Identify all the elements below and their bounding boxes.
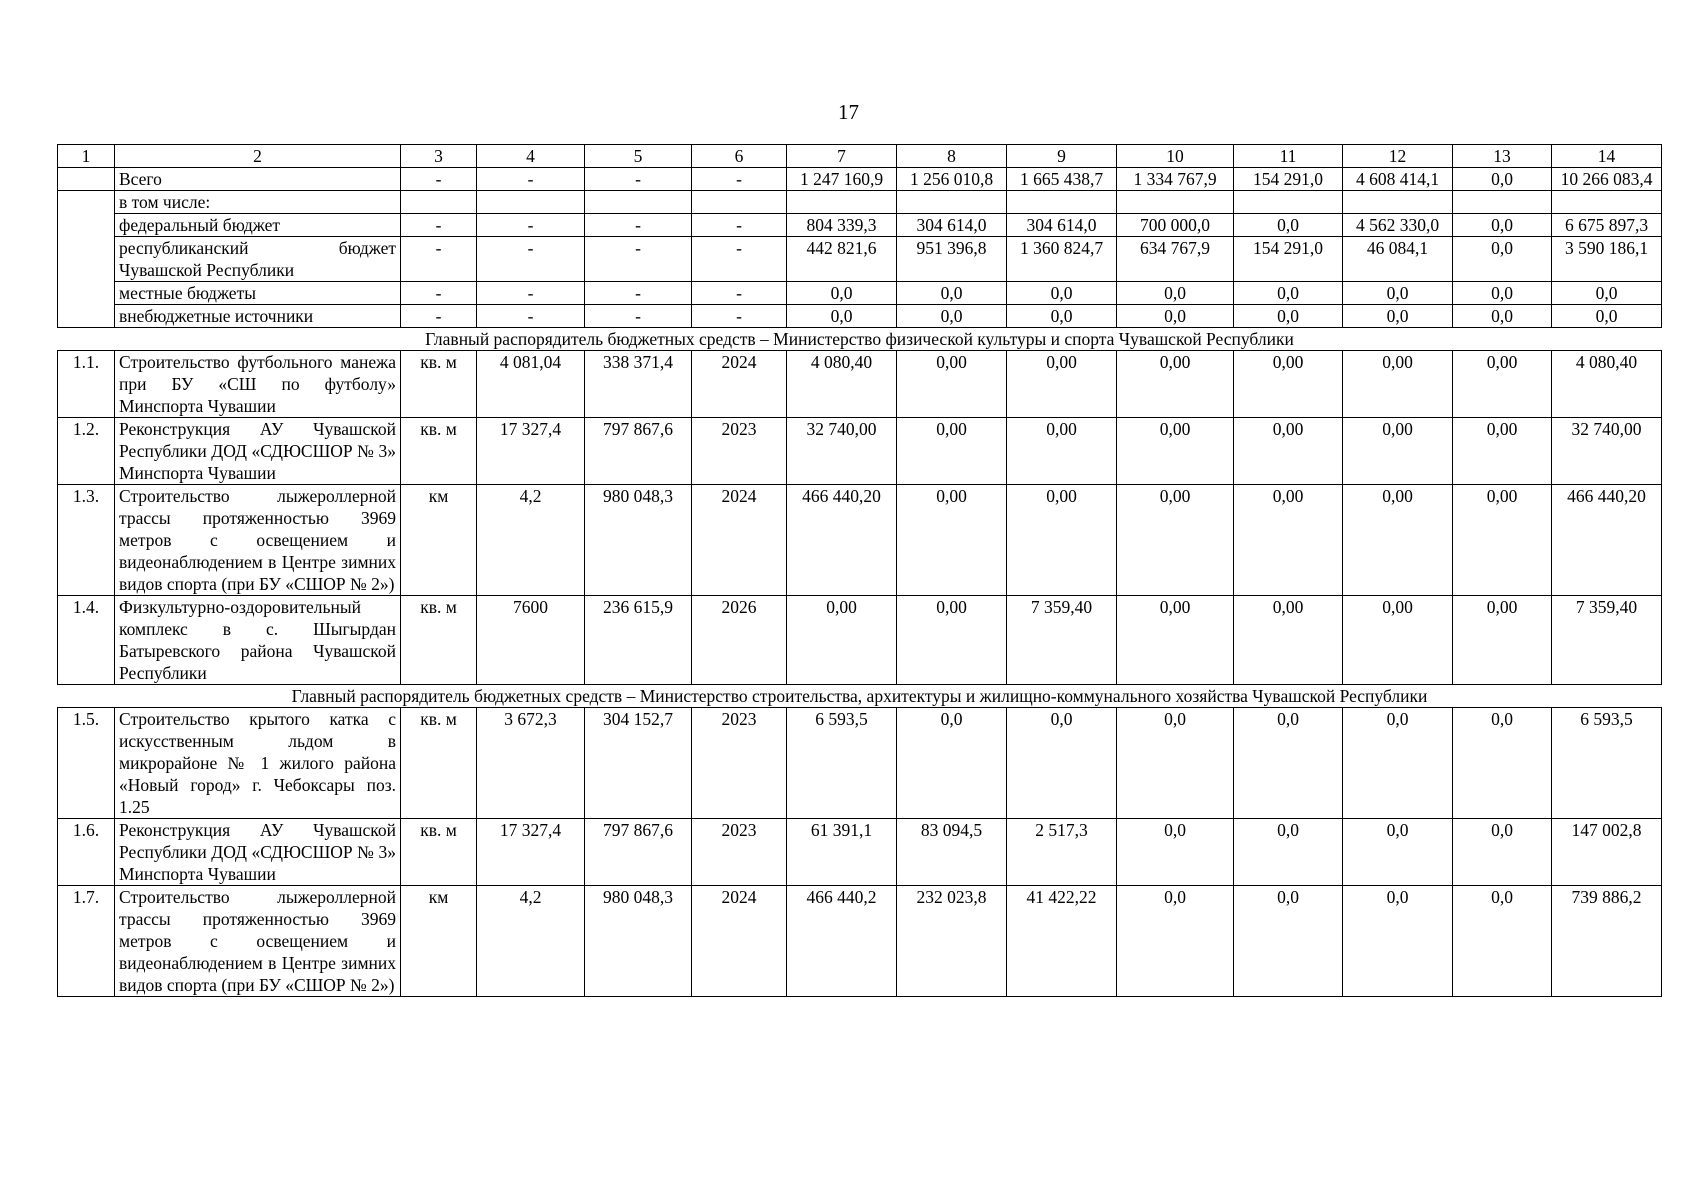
value-cell-c9: 1 360 824,7 — [1007, 237, 1117, 282]
value-cell-c10: 0,0 — [1117, 708, 1234, 819]
value-cell-c5: - — [585, 282, 692, 305]
value-cell-c12: 0,00 — [1343, 485, 1453, 596]
value-cell-c7: 442 821,6 — [787, 237, 897, 282]
value-cell-c8: 0,00 — [897, 351, 1007, 418]
item-name-cell: Строительство лыжероллерной трассы протяженностью 3969 метров с освещением и видеонаблюдением в Центре зимних видов спорта (при БУ «СШОР № 2») — [115, 485, 401, 596]
column-number-cell: 11 — [1234, 145, 1343, 168]
value-cell-c5: 980 048,3 — [585, 886, 692, 997]
value-cell-c5: 304 152,7 — [585, 708, 692, 819]
budget-table — [57, 144, 1662, 997]
value-cell-c9: 7 359,40 — [1007, 596, 1117, 685]
column-number-cell: 5 — [585, 145, 692, 168]
value-cell-c9: 0,00 — [1007, 485, 1117, 596]
value-cell-c7: 0,00 — [787, 596, 897, 685]
item-name-cell: Физкультурно-оздоровительный комплекс в с. Шыгырдан Батыревского района Чувашской Республики — [115, 596, 401, 685]
value-cell-c14: 6 593,5 — [1552, 708, 1662, 819]
value-cell-c4: - — [477, 168, 585, 191]
value-cell-c10: 0,00 — [1117, 351, 1234, 418]
value-cell-c14: 4 080,40 — [1552, 351, 1662, 418]
value-cell-c9: 0,0 — [1007, 305, 1117, 328]
value-cell-c9 — [1007, 191, 1117, 214]
value-cell-c8: 232 023,8 — [897, 886, 1007, 997]
value-cell-c4 — [477, 191, 585, 214]
value-cell-c6: 2023 — [692, 819, 787, 886]
value-cell-c13: 0,0 — [1453, 819, 1552, 886]
value-cell-c7: 0,0 — [787, 282, 897, 305]
value-cell-c3: - — [401, 214, 477, 237]
value-cell-c8: 1 256 010,8 — [897, 168, 1007, 191]
column-number-cell: 3 — [401, 145, 477, 168]
value-cell-c12 — [1343, 191, 1453, 214]
value-cell-c6: 2026 — [692, 596, 787, 685]
value-cell-c4: - — [477, 305, 585, 328]
value-cell-c5 — [585, 191, 692, 214]
value-cell-c11: 0,0 — [1234, 708, 1343, 819]
value-cell-c13: 0,00 — [1453, 596, 1552, 685]
table-row — [58, 886, 1662, 997]
value-cell-c13: 0,0 — [1453, 886, 1552, 997]
value-cell-c12: 0,00 — [1343, 351, 1453, 418]
value-cell-c10: 1 334 767,9 — [1117, 168, 1234, 191]
value-cell-c10: 0,0 — [1117, 819, 1234, 886]
value-cell-c6: - — [692, 282, 787, 305]
value-cell-c12: 0,00 — [1343, 596, 1453, 685]
value-cell-c6: 2024 — [692, 485, 787, 596]
value-cell-c12: 0,0 — [1343, 282, 1453, 305]
value-cell-c10: 0,00 — [1117, 596, 1234, 685]
value-cell-c3: кв. м — [401, 596, 477, 685]
table-row — [58, 418, 1662, 485]
value-cell-c8: 0,00 — [897, 596, 1007, 685]
value-cell-c11: 0,0 — [1234, 282, 1343, 305]
value-cell-c4: 7600 — [477, 596, 585, 685]
column-number-row — [58, 145, 1662, 168]
value-cell-c6: 2023 — [692, 418, 787, 485]
column-number-cell: 4 — [477, 145, 585, 168]
table-row — [58, 282, 1662, 305]
value-cell-c3: - — [401, 168, 477, 191]
value-cell-c14 — [1552, 191, 1662, 214]
value-cell-c13: 0,0 — [1453, 305, 1552, 328]
value-cell-c11: 0,00 — [1234, 418, 1343, 485]
value-cell-c5: 338 371,4 — [585, 351, 692, 418]
value-cell-c4: 4,2 — [477, 886, 585, 997]
value-cell-c5: - — [585, 214, 692, 237]
item-name-cell: федеральный бюджет — [115, 214, 401, 237]
column-number-cell: 7 — [787, 145, 897, 168]
column-number-cell: 6 — [692, 145, 787, 168]
row-number-cell: 1.5. — [58, 708, 115, 819]
value-cell-c12: 46 084,1 — [1343, 237, 1453, 282]
value-cell-c7: 6 593,5 — [787, 708, 897, 819]
value-cell-c9: 41 422,22 — [1007, 886, 1117, 997]
value-cell-c12: 4 608 414,1 — [1343, 168, 1453, 191]
item-name-cell: в том числе: — [115, 191, 401, 214]
table-row — [58, 237, 1662, 282]
value-cell-c14: 466 440,20 — [1552, 485, 1662, 596]
value-cell-c7: 0,0 — [787, 305, 897, 328]
section-title: Главный распорядитель бюджетных средств – Министерство физической культуры и спорта Чувашской Республики — [58, 328, 1662, 351]
value-cell-c10: 0,0 — [1117, 305, 1234, 328]
value-cell-c9: 0,00 — [1007, 351, 1117, 418]
table-row — [58, 485, 1662, 596]
row-number-cell: 1.1. — [58, 351, 115, 418]
value-cell-c10: 0,0 — [1117, 886, 1234, 997]
value-cell-c8 — [897, 191, 1007, 214]
value-cell-c13: 0,0 — [1453, 282, 1552, 305]
item-name-cell: Строительство лыжероллерной трассы протяженностью 3969 метров с освещением и видеонаблюдением в Центре зимних видов спорта (при БУ «СШОР № 2») — [115, 886, 401, 997]
value-cell-c11: 0,0 — [1234, 886, 1343, 997]
value-cell-c11: 154 291,0 — [1234, 168, 1343, 191]
value-cell-c5: - — [585, 237, 692, 282]
table-row — [58, 168, 1662, 191]
value-cell-c14: 7 359,40 — [1552, 596, 1662, 685]
value-cell-c6: - — [692, 214, 787, 237]
value-cell-c7: 4 080,40 — [787, 351, 897, 418]
item-name-cell: Строительство крытого катка с искусственным льдом в микрорайоне № 1 жилого района «Новый город» г. Чебоксары поз. 1.25 — [115, 708, 401, 819]
item-name-cell: Строительство футбольного манежа при БУ «СШ по футболу» Минспорта Чувашии — [115, 351, 401, 418]
value-cell-c8: 83 094,5 — [897, 819, 1007, 886]
value-cell-c9: 0,0 — [1007, 708, 1117, 819]
value-cell-c3: кв. м — [401, 418, 477, 485]
table-row — [58, 596, 1662, 685]
item-name-cell: Всего — [115, 168, 401, 191]
column-number-cell: 8 — [897, 145, 1007, 168]
value-cell-c12: 0,00 — [1343, 418, 1453, 485]
value-cell-c11: 0,0 — [1234, 305, 1343, 328]
value-cell-c12: 0,0 — [1343, 819, 1453, 886]
value-cell-c3 — [401, 191, 477, 214]
value-cell-c10 — [1117, 191, 1234, 214]
value-cell-c9: 304 614,0 — [1007, 214, 1117, 237]
column-number-cell: 10 — [1117, 145, 1234, 168]
value-cell-c4: - — [477, 237, 585, 282]
value-cell-c5: 797 867,6 — [585, 819, 692, 886]
value-cell-c5: - — [585, 168, 692, 191]
item-name-cell: республиканский бюджет Чувашской Республики — [115, 237, 401, 282]
value-cell-c10: 0,0 — [1117, 282, 1234, 305]
column-number-cell: 12 — [1343, 145, 1453, 168]
value-cell-c8: 0,0 — [897, 282, 1007, 305]
value-cell-c6: 2024 — [692, 351, 787, 418]
value-cell-c3: - — [401, 282, 477, 305]
value-cell-c7: 61 391,1 — [787, 819, 897, 886]
column-number-cell: 1 — [58, 145, 115, 168]
value-cell-c6: 2024 — [692, 886, 787, 997]
value-cell-c14: 0,0 — [1552, 305, 1662, 328]
value-cell-c10: 0,00 — [1117, 485, 1234, 596]
column-number-cell: 9 — [1007, 145, 1117, 168]
value-cell-c6: - — [692, 168, 787, 191]
value-cell-c8: 0,0 — [897, 305, 1007, 328]
value-cell-c4: - — [477, 282, 585, 305]
value-cell-c4: 3 672,3 — [477, 708, 585, 819]
row-number-cell: 1.6. — [58, 819, 115, 886]
table-row — [58, 708, 1662, 819]
value-cell-c14: 10 266 083,4 — [1552, 168, 1662, 191]
value-cell-c12: 0,0 — [1343, 886, 1453, 997]
value-cell-c3: - — [401, 237, 477, 282]
row-number-cell: 1.2. — [58, 418, 115, 485]
value-cell-c8: 0,00 — [897, 418, 1007, 485]
item-name-cell: внебюджетные источники — [115, 305, 401, 328]
value-cell-c12: 0,0 — [1343, 305, 1453, 328]
page-number: 17 — [838, 100, 859, 124]
value-cell-c5: - — [585, 305, 692, 328]
section-header-row — [58, 328, 1662, 351]
value-cell-c7: 804 339,3 — [787, 214, 897, 237]
value-cell-c6: - — [692, 237, 787, 282]
value-cell-c5: 797 867,6 — [585, 418, 692, 485]
value-cell-c14: 32 740,00 — [1552, 418, 1662, 485]
value-cell-c14: 739 886,2 — [1552, 886, 1662, 997]
section-header-row — [58, 685, 1662, 708]
value-cell-c14: 147 002,8 — [1552, 819, 1662, 886]
value-cell-c6 — [692, 191, 787, 214]
column-number-cell: 2 — [115, 145, 401, 168]
value-cell-c7: 32 740,00 — [787, 418, 897, 485]
value-cell-c13: 0,0 — [1453, 214, 1552, 237]
value-cell-c3: кв. м — [401, 708, 477, 819]
value-cell-c11: 0,00 — [1234, 485, 1343, 596]
value-cell-c9: 0,0 — [1007, 282, 1117, 305]
value-cell-c9: 2 517,3 — [1007, 819, 1117, 886]
value-cell-c14: 0,0 — [1552, 282, 1662, 305]
value-cell-c8: 0,0 — [897, 708, 1007, 819]
value-cell-c4: 17 327,4 — [477, 819, 585, 886]
value-cell-c11: 0,0 — [1234, 214, 1343, 237]
value-cell-c12: 0,0 — [1343, 708, 1453, 819]
value-cell-c11 — [1234, 191, 1343, 214]
row-number-cell — [58, 168, 115, 191]
value-cell-c3: км — [401, 485, 477, 596]
value-cell-c7: 466 440,20 — [787, 485, 897, 596]
value-cell-c7: 466 440,2 — [787, 886, 897, 997]
value-cell-c3: кв. м — [401, 819, 477, 886]
value-cell-c13: 0,0 — [1453, 708, 1552, 819]
value-cell-c13: 0,0 — [1453, 237, 1552, 282]
value-cell-c3: кв. м — [401, 351, 477, 418]
value-cell-c5: 980 048,3 — [585, 485, 692, 596]
value-cell-c10: 700 000,0 — [1117, 214, 1234, 237]
value-cell-c10: 634 767,9 — [1117, 237, 1234, 282]
value-cell-c14: 3 590 186,1 — [1552, 237, 1662, 282]
column-number-cell: 14 — [1552, 145, 1662, 168]
value-cell-c12: 4 562 330,0 — [1343, 214, 1453, 237]
value-cell-c5: 236 615,9 — [585, 596, 692, 685]
table-row — [58, 191, 1662, 214]
value-cell-c8: 951 396,8 — [897, 237, 1007, 282]
value-cell-c4: 17 327,4 — [477, 418, 585, 485]
value-cell-c8: 304 614,0 — [897, 214, 1007, 237]
row-number-cell: 1.3. — [58, 485, 115, 596]
value-cell-c10: 0,00 — [1117, 418, 1234, 485]
value-cell-c13: 0,00 — [1453, 418, 1552, 485]
row-number-cell: 1.7. — [58, 886, 115, 997]
value-cell-c6: 2023 — [692, 708, 787, 819]
value-cell-c13 — [1453, 191, 1552, 214]
value-cell-c3: км — [401, 886, 477, 997]
table-row — [58, 305, 1662, 328]
value-cell-c4: 4 081,04 — [477, 351, 585, 418]
value-cell-c4: 4,2 — [477, 485, 585, 596]
value-cell-c11: 0,00 — [1234, 351, 1343, 418]
row-number-cell — [58, 191, 115, 328]
value-cell-c8: 0,00 — [897, 485, 1007, 596]
value-cell-c7: 1 247 160,9 — [787, 168, 897, 191]
item-name-cell: местные бюджеты — [115, 282, 401, 305]
value-cell-c6: - — [692, 305, 787, 328]
value-cell-c14: 6 675 897,3 — [1552, 214, 1662, 237]
item-name-cell: Реконструкция АУ Чувашской Республики ДОД «СДЮСШОР № 3» Минспорта Чувашии — [115, 418, 401, 485]
value-cell-c13: 0,00 — [1453, 485, 1552, 596]
value-cell-c3: - — [401, 305, 477, 328]
section-title: Главный распорядитель бюджетных средств – Министерство строительства, архитектуры и жилищно-коммунального хозяйства Чувашской Республики — [58, 685, 1662, 708]
value-cell-c7 — [787, 191, 897, 214]
table-row — [58, 351, 1662, 418]
table-row — [58, 214, 1662, 237]
value-cell-c13: 0,0 — [1453, 168, 1552, 191]
value-cell-c13: 0,00 — [1453, 351, 1552, 418]
value-cell-c11: 0,0 — [1234, 819, 1343, 886]
table-row — [58, 819, 1662, 886]
value-cell-c4: - — [477, 214, 585, 237]
row-number-cell: 1.4. — [58, 596, 115, 685]
value-cell-c9: 0,00 — [1007, 418, 1117, 485]
value-cell-c9: 1 665 438,7 — [1007, 168, 1117, 191]
column-number-cell: 13 — [1453, 145, 1552, 168]
item-name-cell: Реконструкция АУ Чувашской Республики ДОД «СДЮСШОР № 3» Минспорта Чувашии — [115, 819, 401, 886]
value-cell-c11: 0,00 — [1234, 596, 1343, 685]
value-cell-c11: 154 291,0 — [1234, 237, 1343, 282]
